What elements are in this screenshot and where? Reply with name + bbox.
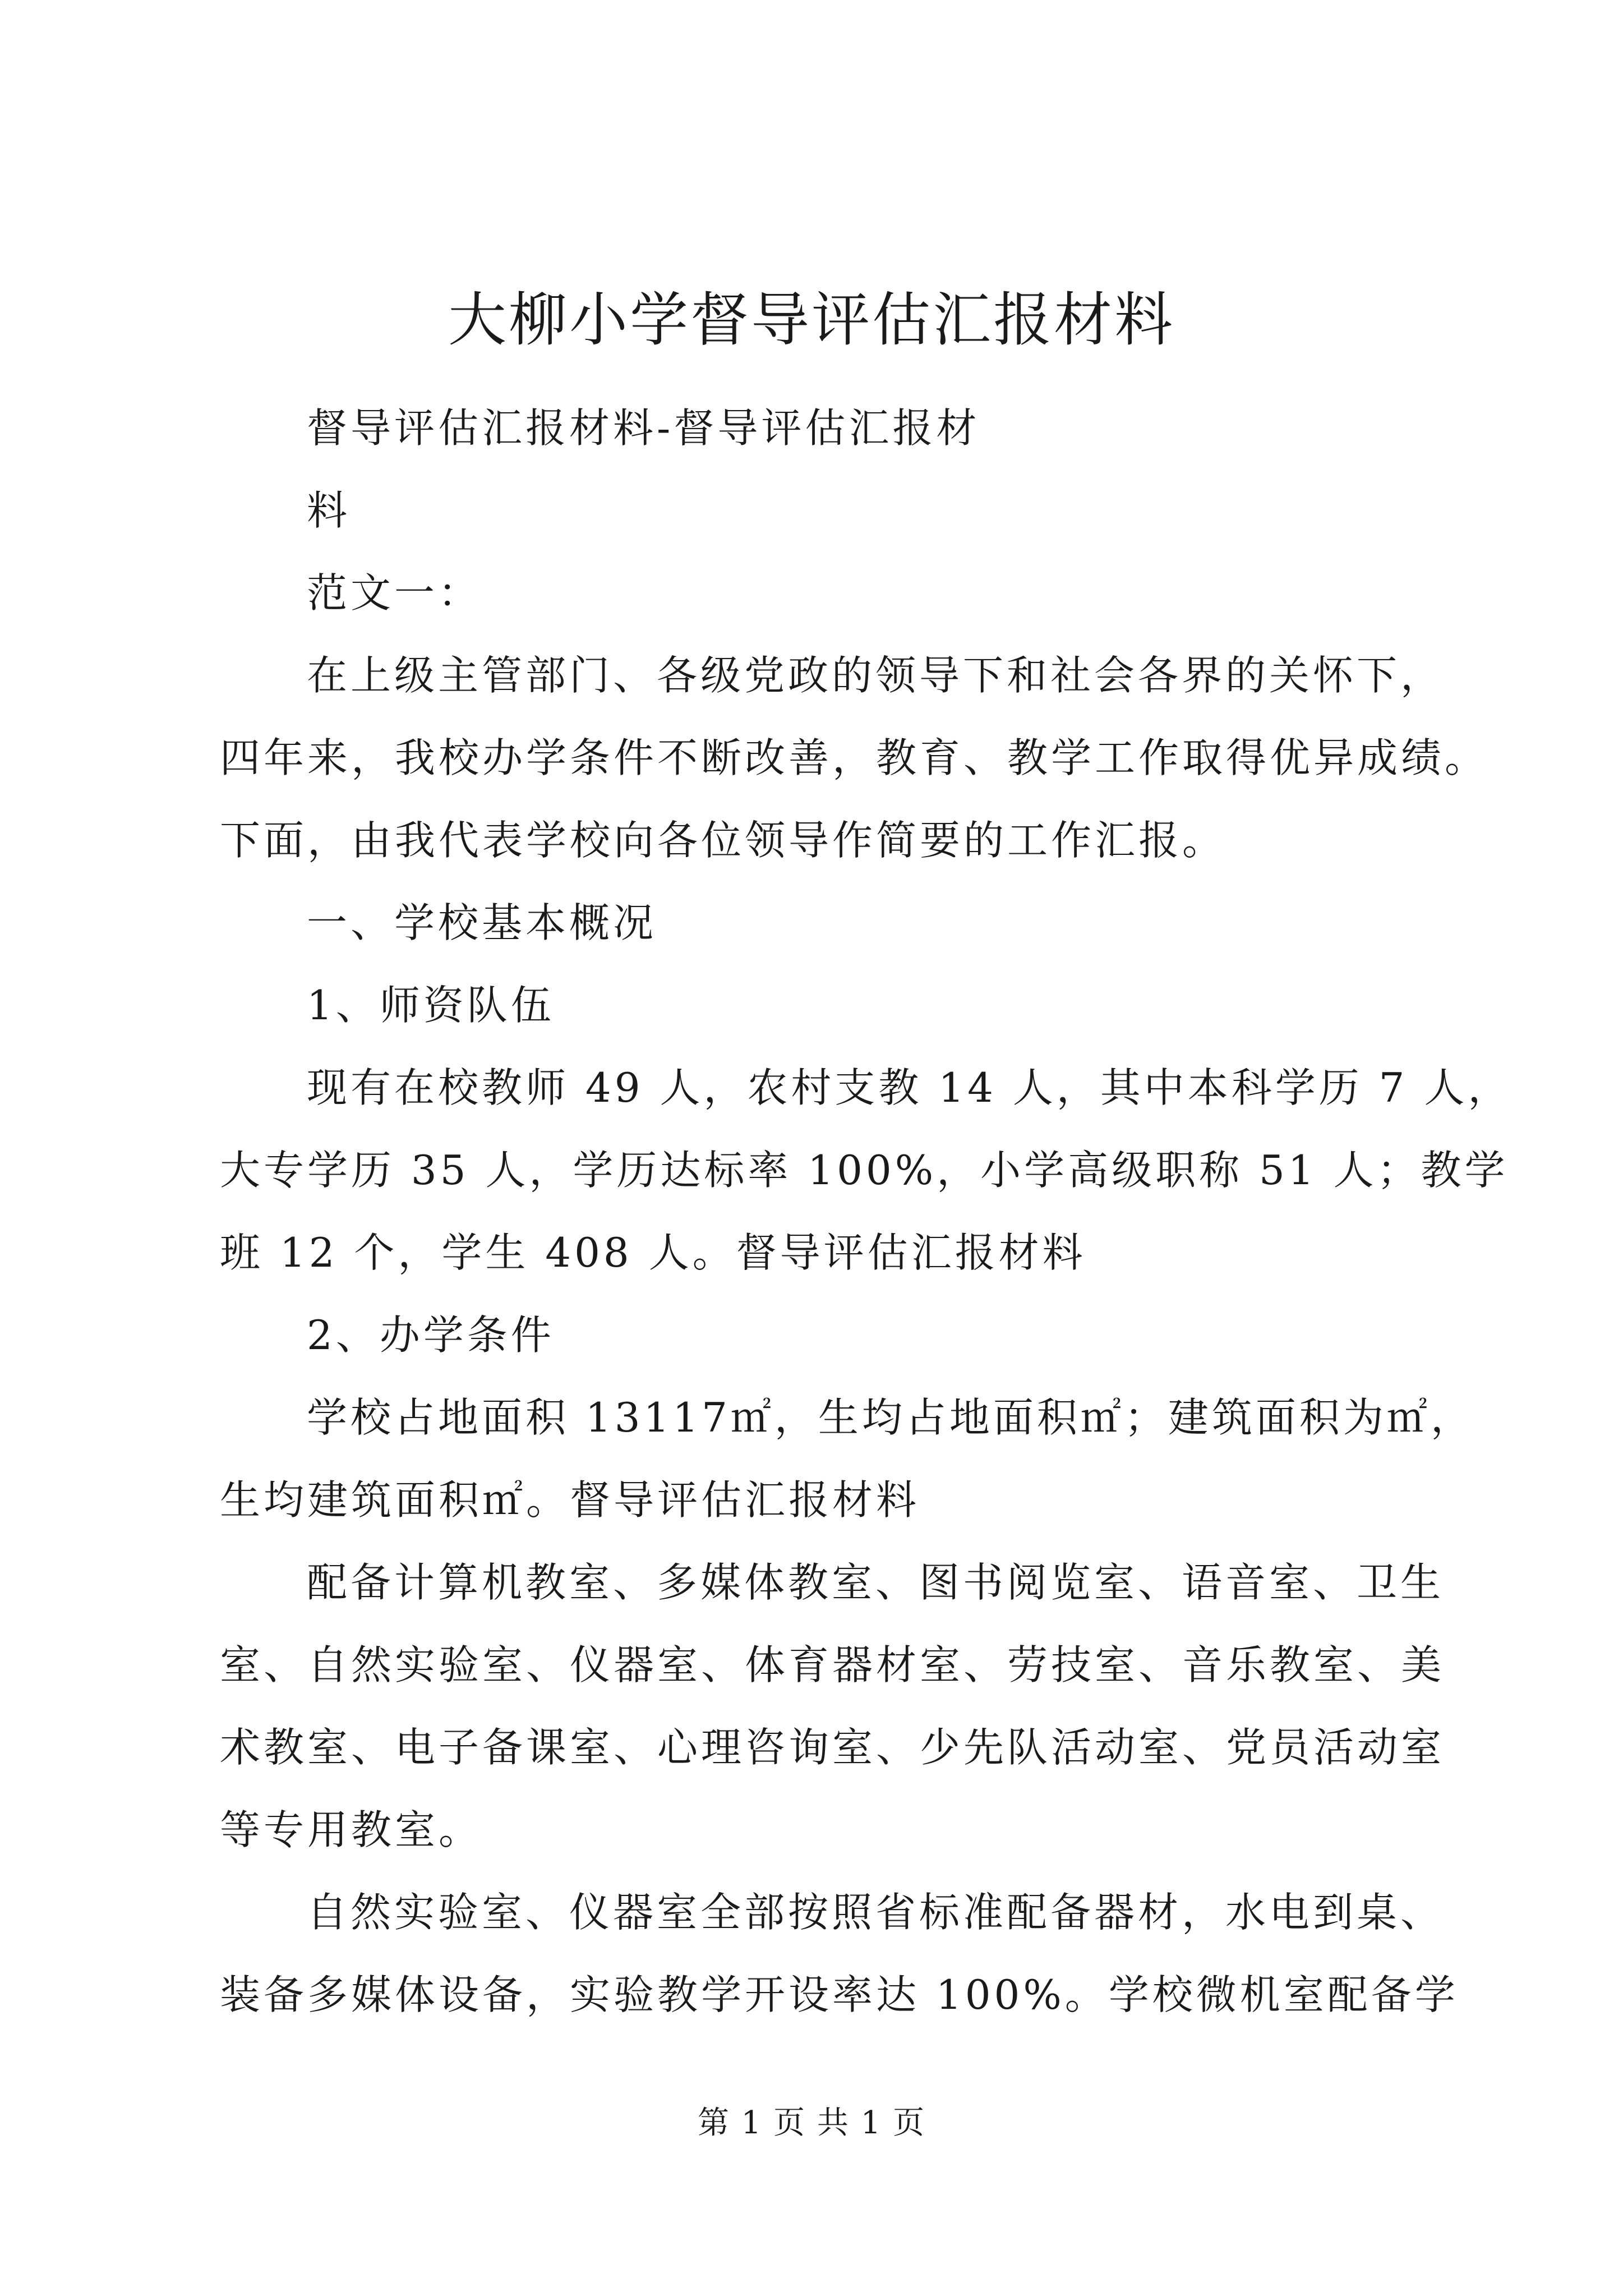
paragraph-line: 在上级主管部门、各级党政的领导下和社会各界的关怀下， — [307, 652, 1445, 699]
page-footer: 第 1 页 共 1 页 — [697, 2105, 926, 2141]
paragraph-line: 四年来，我校办学条件不断改善，教育、教学工作取得优异成绩。 — [220, 734, 1489, 781]
paragraph-line: 术教室、电子备课室、心理咨询室、少先队活动室、党员活动室 — [220, 1724, 1445, 1771]
paragraph-line: 室、自然实验室、仪器室、体育器材室、劳技室、音乐教室、美 — [220, 1641, 1445, 1688]
paragraph-line: 生均建筑面积㎡。督导评估汇报材料 — [220, 1476, 920, 1524]
paragraph-line: 等专用教室。 — [220, 1806, 483, 1853]
paragraph-line: 督导评估汇报材料-督导评估汇报材 — [307, 404, 980, 452]
paragraph-line: 下面，由我代表学校向各位领导作简要的工作汇报。 — [220, 817, 1227, 864]
subsection-heading: 2、办学条件 — [307, 1312, 555, 1359]
paragraph-line: 班 12 个，学生 408 人。督导评估汇报材料 — [220, 1229, 1086, 1276]
subsection-heading: 1、师资队伍 — [307, 982, 555, 1029]
paragraph-line: 现有在校教师 49 人，农村支教 14 人，其中本科学历 7 人， — [307, 1064, 1512, 1111]
paragraph-line: 装备多媒体设备，实验教学开设率达 100%。学校微机室配备学 — [220, 1971, 1459, 2018]
section-heading: 一、学校基本概况 — [307, 899, 657, 946]
document-body — [220, 387, 1512, 2036]
paragraph-line: 范文一： — [307, 569, 482, 616]
paragraph-line: 自然实验室、仪器室全部按照省标准配备器材，水电到桌、 — [307, 1889, 1445, 1936]
paragraph-line: 料 — [307, 487, 351, 534]
paragraph-line: 配备计算机教室、多媒体教室、图书阅览室、语音室、卫生 — [307, 1559, 1445, 1606]
document-title: 大柳小学督导评估汇报材料 — [448, 286, 1175, 354]
paragraph-line: 大专学历 35 人，学历达标率 100%，小学高级职称 51 人；教学 — [220, 1147, 1509, 1194]
paragraph-line: 学校占地面积 13117㎡，生均占地面积㎡；建筑面积为㎡， — [307, 1394, 1474, 1441]
